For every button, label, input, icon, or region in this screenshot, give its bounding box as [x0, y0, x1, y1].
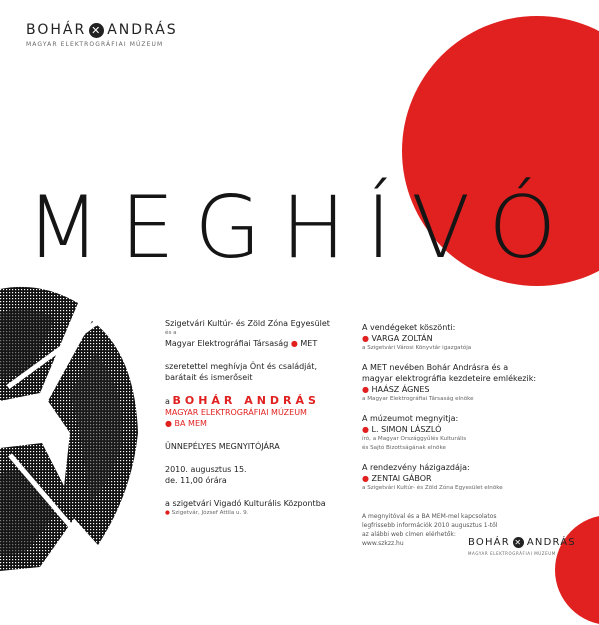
program-heading: A rendezvény házigazdája:: [362, 463, 470, 472]
info-line: A megnyitóval és a BA MEM-mel kapcsolatos: [362, 513, 497, 520]
museum-logo-small: [468, 537, 580, 556]
address-line: [165, 509, 345, 518]
portrait-artwork: [0, 283, 145, 571]
bullet-icon: ●: [362, 425, 369, 434]
speaker-name: ZENTAI GÁBOR: [371, 474, 432, 483]
speaker-role: a Szigetvári Városi Könyvtár igazgatója: [362, 345, 472, 351]
speaker-name: L. SIMON LÁSZLÓ: [371, 425, 442, 434]
program-heading: magyar elektrográfia kezdeteire emlékezik:: [362, 374, 537, 383]
venue: a szigetvári Vigadó Kulturális Központba: [165, 499, 326, 508]
logo-name: [26, 22, 202, 38]
speaker-role: és Sajtó Bizottságának elnöke: [362, 445, 446, 451]
program-item: [362, 462, 582, 493]
speaker-role: író, a Magyar Országgyűlés Kulturális: [362, 436, 467, 442]
bullet-icon: ●: [290, 339, 298, 348]
info-line: az alábbi web címen elérhetők:: [362, 531, 456, 538]
bullet-icon: ●: [165, 419, 172, 428]
bullet-icon: ●: [362, 385, 369, 394]
museum-abbr: BA MEM: [174, 419, 207, 428]
speaker-name: VARGA ZOLTÁN: [371, 334, 433, 343]
program-item: [362, 413, 582, 453]
info-line: legfrissebb információk 2010 augusztus 1-től: [362, 522, 498, 529]
speaker-name: HAÁSZ ÁGNES: [371, 385, 430, 394]
date-line-2: de. 11,00 órára: [165, 476, 227, 485]
website-link[interactable]: www.szkzz.hu: [362, 540, 404, 547]
org2: Magyar Elektrográfiai Társaság: [165, 339, 289, 348]
speaker-role: a Szigetvári Kultúr- és Zöld Zóna Egyesület elnöke: [362, 485, 503, 491]
program-heading: A múzeumot megnyitja:: [362, 414, 459, 423]
logo-name: [468, 537, 580, 548]
logo-name-right: ANDRÁS: [107, 22, 178, 38]
org2-abbr: MET: [300, 339, 318, 348]
org1: Szigetvári Kultúr- és Zöld Zóna Egyesület: [165, 319, 330, 328]
prefix: a: [165, 397, 170, 406]
museum-abbr-line: [165, 418, 345, 429]
date-line-1: 2010. augusztus 15.: [165, 465, 247, 474]
program-list: [362, 322, 582, 548]
x-mark-icon: ✕: [91, 23, 103, 37]
address: Szigetvár, József Attila u. 9.: [171, 510, 249, 516]
and-text: és a: [165, 330, 177, 336]
program-heading: A MET nevében Bohár Andrásra és a: [362, 363, 509, 372]
logo-subtitle: MAGYAR ELEKTROGRÁFIAI MÚZEUM: [26, 41, 164, 48]
speaker-role: a Magyar Elektrográfiai Társaság elnöke: [362, 396, 474, 402]
org2-line: [165, 338, 345, 349]
invitation-body: [165, 318, 345, 518]
page-title: MEGHÍVÓ: [26, 178, 577, 278]
invite-line-2: barátait és ismerőseit: [165, 373, 253, 382]
museum-subtitle: MAGYAR ELEKTROGRÁFIAI MÚZEUM: [165, 408, 307, 417]
opening-text: ÜNNEPÉLYES MEGNYITÓJÁRA: [165, 442, 280, 451]
logo-subtitle: MAGYAR ELEKTROGRÁFIAI MÚZEUM: [468, 551, 556, 556]
program-item: [362, 322, 582, 353]
program-heading: A vendégeket köszönti:: [362, 323, 456, 332]
x-mark-icon: ✕: [514, 538, 523, 547]
bullet-icon: ●: [362, 334, 369, 343]
bullet-icon: ●: [362, 474, 369, 483]
logo-name-left: BOHÁR: [26, 22, 87, 38]
logo-name-left: BOHÁR: [468, 537, 510, 548]
logo-name-right: ANDRÁS: [526, 537, 576, 548]
museum-name-line: [165, 395, 345, 407]
bullet-icon: ●: [165, 510, 170, 516]
museum-logo: [26, 22, 202, 48]
museum-name: BOHÁR ANDRÁS: [172, 394, 320, 407]
invite-line-1: szeretettel meghívja Önt és családját,: [165, 362, 317, 371]
program-item: [362, 362, 582, 404]
